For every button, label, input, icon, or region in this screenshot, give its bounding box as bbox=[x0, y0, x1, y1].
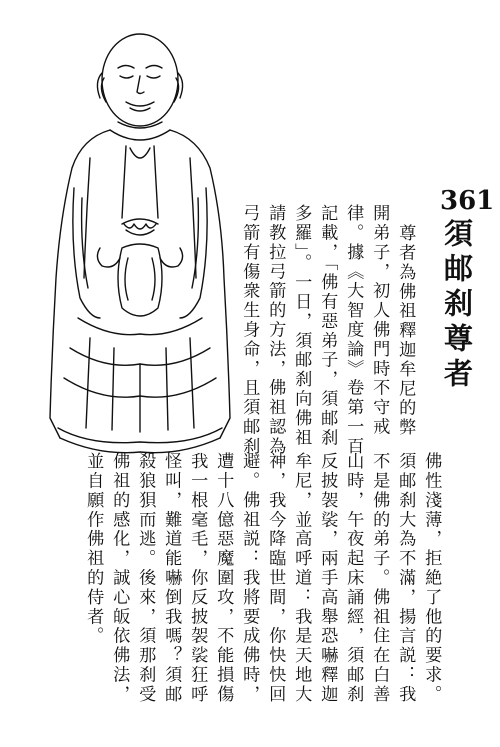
text-column: 避。佛祖説：我將要成佛時， bbox=[239, 452, 260, 705]
text-column: 律。據《大智度論》卷第一百 bbox=[343, 204, 364, 457]
text-column: 怪叫，難道能嚇倒我嗎？須邮 bbox=[161, 452, 182, 705]
text-column: 神，我今降臨世間，你快快回 bbox=[265, 452, 286, 705]
text-column: 尊者為佛祖釋迦牟尼的弊 bbox=[395, 224, 416, 438]
text-column: 多羅」。一日，須邮刹向佛祖 bbox=[291, 204, 312, 448]
text-column: 我一根毫毛，你反披袈裟狂呼 bbox=[187, 452, 208, 705]
text-column: 佛性淺薄，拒絶了他的要求。 bbox=[421, 452, 442, 705]
text-column: 牟尼，並高呼道：我是天地大 bbox=[291, 452, 312, 705]
text-column: 開弟子，初人佛門時不守戒 bbox=[369, 204, 390, 437]
entry-title: 須邮刹尊者 bbox=[440, 218, 474, 393]
text-column: 請教拉弓箭的方法，佛祖認為 bbox=[265, 204, 286, 457]
text-column: 記載，「佛有惡弟子，須邮刹 bbox=[317, 204, 338, 448]
text-column: 不是佛的弟子。佛祖住在白善 bbox=[369, 452, 390, 705]
text-column: 弓箭有傷衆生身命，且須邮刹 bbox=[239, 204, 260, 457]
text-column: 殺狼狽而逃。後來，須那刹受 bbox=[135, 452, 156, 705]
arhat-illustration bbox=[30, 18, 250, 458]
text-column: 反披袈裟，兩手高舉恐嚇釋迦 bbox=[317, 452, 338, 705]
text-column: 須邮刹大為不滿，揚言説：我 bbox=[395, 452, 416, 705]
text-column: 山時，午夜起床誦經，須邮刹 bbox=[343, 452, 364, 705]
text-column: 遭十八億惡魔圍攻，不能損傷 bbox=[213, 452, 234, 705]
entry-number: 361 bbox=[440, 186, 495, 216]
text-column: 並自願作佛祖的侍者。 bbox=[83, 452, 104, 646]
text-column: 佛祖的感化，誠心皈依佛法， bbox=[109, 452, 130, 705]
